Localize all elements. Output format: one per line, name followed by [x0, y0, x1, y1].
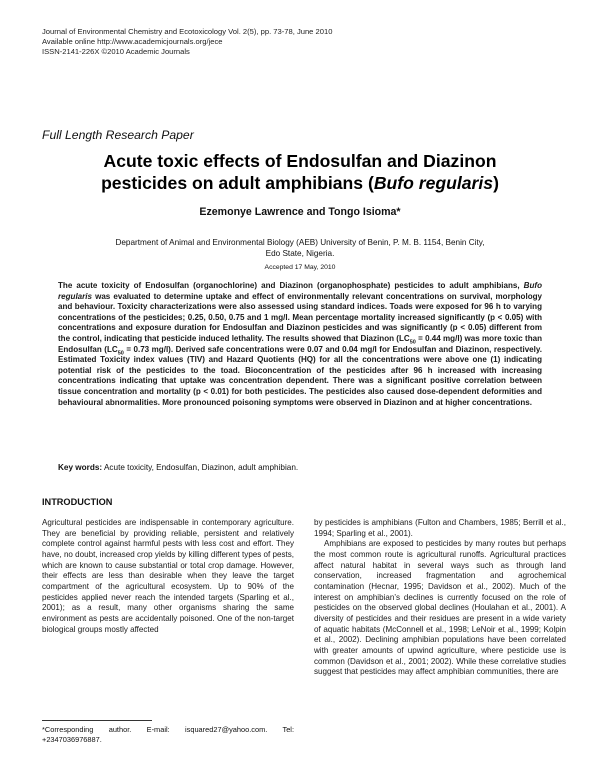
abstract-species: Bufo regularis	[58, 281, 542, 301]
affiliation-line-2: Edo State, Nigeria.	[265, 249, 335, 258]
authors: Ezemonye Lawrence and Tongo Isioma*	[199, 206, 401, 218]
keywords-label: Key words:	[58, 463, 103, 472]
keywords-text: Acute toxicity, Endosulfan, Diazinon, adult amphibian.	[102, 463, 299, 472]
paragraph: by pesticides is amphibians (Fulton and Chambers, 1985; Berrill et al., 1994; Sparling et al., 2001).	[314, 518, 566, 538]
corresponding-author-footnote: *Corresponding author. E-mail: isquared27@yahoo.com. Tel: +2347036976887.	[42, 725, 294, 744]
introduction-heading: INTRODUCTION	[42, 497, 113, 507]
paragraph: Agricultural pesticides are indispensable in contemporary agriculture. They are beneficial by providing reliable, persistent and relatively complete control against harmful pests with less cost and effort. They have, no doubt, increased crop yields by killing different types of pests, which are known to cause substantial or total crop damage. However, their effects are less than desirable when they leave the target compartment of the agricultural ecosystem. Up to 90% of the pesticides applied never reach the intended targets (Sparling et al., 2001); as a result, many other organisms sharing the same environment as pests are accidentally poisoned. One of the non-target biological groups mostly affected	[42, 518, 294, 634]
abstract	[58, 281, 542, 408]
journal-url: Available online http://www.academicjournals.org/jece	[42, 37, 223, 46]
abstract-part-4: = 0.73 mg/l). Derived safe concentrations were 0.07 and 0.04 mg/l for Endosulfan and Diazinon, respectively. Estimated Toxicity index values (TIV) and Hazard Quotients (HQ) for all the concentrations were above one (1) indicating potential risk of the pesticides to the toad. Bioconcentration of the pesticides after 96 h increased with increasing concentrations indicating that uptake was concentration dependent. There was a significant positive correlation between tissue concentration and mortality (p < 0.01) for both pesticides. The pesticides also caused dose-dependent deformities and behavioural abnormalities. More pronounced poisoning symptoms were observed in Diazinon and at higher concentrations.	[58, 344, 542, 407]
abstract-subscript-1: 50	[409, 339, 416, 346]
abstract-subscript-2: 50	[117, 350, 124, 357]
abstract-part-3: = 0.44 mg/l) was more toxic than Endosulfan (LC	[58, 333, 542, 354]
abstract-part-2: was evaluated to determine uptake and effect of environmentally relevant concentrations on survival, morphology and behaviour. Toxicity characterizations were also assessed using standard indices. Toads were exposed for 96 h to varying concentrations of the pesticides; 0.25, 0.50, 0.75 and 1 mg/l. Mean percentage mortality increased significantly (p < 0.05) with concentrations and exposure duration for Endosulfan and Diazinon pesticides and was significantly (p < 0.05) different from the control, indicating that pesticide induced lethality. The results showed that Diazinon (LC	[58, 291, 542, 343]
accepted-date: Accepted 17 May, 2010	[264, 264, 336, 271]
title-line-2-prefix: pesticides on adult amphibians (	[101, 173, 374, 193]
journal-header	[42, 27, 332, 57]
paper-type: Full Length Research Paper	[42, 128, 194, 142]
paper-title	[42, 150, 558, 194]
journal-issn: ISSN-2141-226X ©2010 Academic Journals	[42, 47, 190, 56]
paragraph: Amphibians are exposed to pesticides by many routes but perhaps the most common route is agricultural runoffs. Agricultural practices affect natural habitat in several ways such as through land conservation, increased fragmentation and agrochemical contamination (Hecnar, 1995; Davidson et al., 2002). Much of the interest on amphibian’s declines is currently focused on the role of pesticides on the observed global declines (Houlahan et al., 2001). A diversity of pesticides and their residues are present in a wide variety of aquatic habitats (McConnell et al., 1998; LeNoir et al., 1999; Kolpin et al., 2002). Declining amphibian populations have been correlated with greater amounts of upwind agriculture, where pesticide use is common (Davidson et al., 2001; 2002). While these correlative studies suggest that pesticides may affect amphibian communities, there are	[314, 539, 566, 677]
affiliation-line-1: Department of Animal and Environmental Biology (AEB) University of Benin, P. M. B. 1154, Benin City,	[115, 238, 485, 247]
journal-citation: Journal of Environmental Chemistry and Ecotoxicology Vol. 2(5), pp. 73-78, June 2010	[42, 27, 333, 36]
title-line-2	[42, 172, 558, 194]
title-species: Bufo regularis	[373, 173, 494, 193]
left-column	[42, 518, 294, 698]
title-line-2-suffix: )	[493, 173, 499, 193]
affiliation	[70, 237, 530, 259]
abstract-part-1: The acute toxicity of Endosulfan (organochlorine) and Diazinon (organophosphate) pesticides to adult amphibians,	[58, 281, 524, 290]
right-column	[314, 518, 566, 776]
footnote-divider	[42, 720, 152, 721]
keywords	[58, 463, 298, 472]
title-line-1: Acute toxic effects of Endosulfan and Diazinon	[103, 151, 497, 171]
